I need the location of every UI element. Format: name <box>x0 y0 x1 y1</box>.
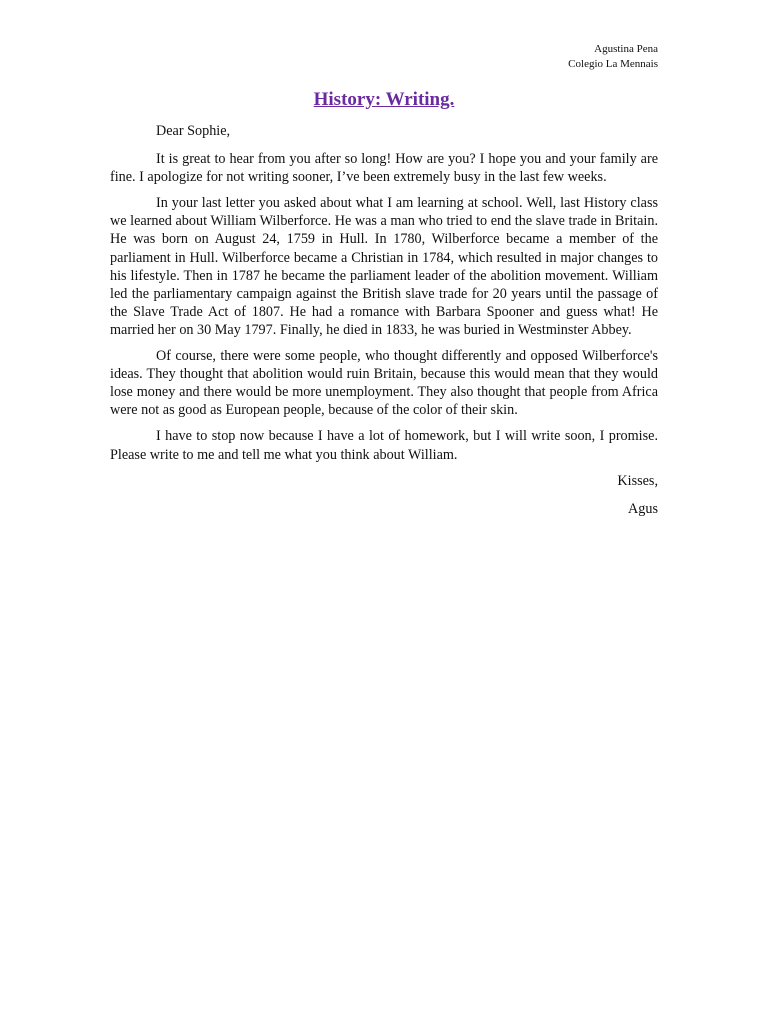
letter-greeting: Dear Sophie, <box>156 123 231 139</box>
letter-paragraph-1: It is great to hear from you after so long! How are you? I hope you and your family are fine. I apologize for not writing sooner, I’ve been extremely busy in the last few weeks. <box>110 151 658 186</box>
letter-signature: Agus <box>628 500 658 517</box>
document-title: History: Writing. <box>313 89 455 110</box>
letter-paragraph-4: I have to stop now because I have a lot of homework, but I will write soon, I promise. Please write to me and tell me what you think about William. <box>110 428 658 463</box>
letter-closing: Kisses, <box>617 472 658 489</box>
letter-paragraph-3: Of course, there were some people, who thought differently and opposed Wilberforce's ideas. They thought that abolition would ruin Britain, because this would mean that they would lose money and there would be more unemployment. They also thought that people from Africa were not as good as European people, because of the color of their skin. <box>110 348 658 419</box>
letter-paragraph-2: In your last letter you asked about what I am learning at school. Well, last History class we learned about William Wilberforce. He was a man who tried to end the slave trade in Britain. He was born on August 24, 1759 in Hull. In 1780, Wilberforce became a member of the parliament in Hull. Wilberforce became a Christian in 1784, which resulted in major changes to his lifestyle. Then in 1787 he became the parliament leader of the abolition movement. William led the parliamentary campaign against the British slave trade for 20 years until the passage of the Slave Trade Act of 1807. He had a romance with Barbara Spooner and guess what! He married her on 30 May 1797. Finally, he died in 1833, he was buried in Westminster Abbey. <box>110 195 658 338</box>
letter-body <box>110 122 658 528</box>
author-name: Agustina Pena <box>594 43 658 55</box>
school-name: Colegio La Mennais <box>568 58 658 70</box>
author-header <box>568 42 658 72</box>
